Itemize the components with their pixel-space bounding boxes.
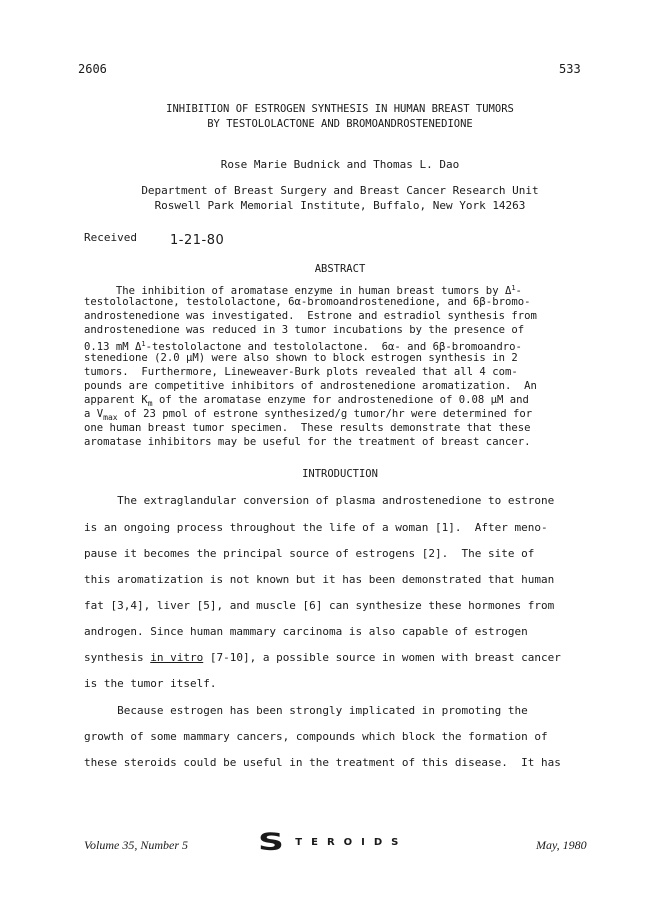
footer-date: May, 1980 [536, 838, 587, 852]
footer-volume: Volume 35, Number 5 [84, 838, 188, 852]
intro-line: fat [3,4], liver [5], and muscle [6] can synthesize these hormones from [84, 599, 555, 612]
abstract-line: stenedione (2.0 μM) were also shown to block estrogen synthesis in 2 [84, 352, 518, 364]
abstract-heading: ABSTRACT [314, 263, 366, 275]
authors: Rose Marie Budnick and Thomas L. Dao [220, 158, 460, 171]
received-date: 1-21-80 [170, 233, 225, 248]
page-number-left: 2606 [78, 62, 107, 76]
title-line-1: INHIBITION OF ESTROGEN SYNTHESIS IN HUMAN BREAST TUMORS [166, 103, 514, 115]
abstract-line: 0.13 mM $\Delta^1$-testololactone and testololactone. 6α- and 6β-bromoandro- [84, 340, 522, 353]
affiliation-line-2: Roswell Park Memorial Institute, Buffalo, New York 14263 [154, 199, 526, 212]
intro-line: growth of some mammary cancers, compounds which block the formation of [84, 730, 548, 743]
abstract-line: androstenedione was reduced in 3 tumor incubations by the presence of [84, 324, 525, 336]
journal-logo-text: TEROIDS [295, 836, 408, 848]
intro-line: The extraglandular conversion of plasma androstenedione to estrone [84, 494, 555, 507]
affiliation-line-1: Department of Breast Surgery and Breast Cancer Research Unit [141, 184, 539, 197]
intro-line: this aromatization is not known but it has been demonstrated that human [84, 573, 555, 586]
page-number-right: 533 [559, 62, 581, 76]
abstract-line: apparent $K_m$ of the aromatase enzyme for androstenedione of 0.08 μM and [84, 394, 529, 408]
intro-line: androgen. Since human mammary carcinoma is also capable of estrogen [84, 625, 528, 638]
in-vitro-underlined: in vitro [150, 651, 204, 664]
abstract-line: pounds are competitive inhibitors of androstenedione aromatization. An [84, 380, 537, 392]
intro-line: is an ongoing process throughout the life of a woman [1]. After meno- [84, 521, 548, 534]
journal-logo-initial: S [258, 828, 284, 856]
intro-line: is the tumor itself. [84, 677, 217, 690]
abstract-line: a $V_{max}$ of 23 pmol of estrone synthesized/g tumor/hr were determined for [84, 408, 533, 422]
intro-line: these steroids could be useful in the treatment of this disease. It has [84, 756, 561, 769]
abstract-line: aromatase inhibitors may be useful for the treatment of breast cancer. [84, 436, 531, 448]
introduction-heading: INTRODUCTION [302, 468, 378, 480]
intro-line: Because estrogen has been strongly implicated in promoting the [84, 704, 528, 717]
abstract-line: tumors. Furthermore, Lineweaver-Burk plots revealed that all 4 com- [84, 366, 518, 378]
abstract-line: androstenedione was investigated. Estrone and estradiol synthesis from [84, 310, 537, 322]
abstract-line: testololactone, testololactone, 6α-bromoandrostenedione, and 6β-bromo- [84, 296, 531, 308]
abstract-line: The inhibition of aromatase enzyme in human breast tumors by $\Delta^1-$ [84, 284, 522, 297]
abstract-line: one human breast tumor specimen. These results demonstrate that these [84, 422, 531, 434]
intro-line: pause it becomes the principal source of estrogens [2]. The site of [84, 547, 535, 560]
title-line-2: BY TESTOLOLACTONE AND BROMOANDROSTENEDIONE [207, 118, 473, 130]
received-label: Received [84, 231, 137, 244]
intro-line: synthesis in vitro [7-10], a possible source in women with breast cancer [84, 651, 561, 664]
journal-logo [258, 830, 407, 854]
